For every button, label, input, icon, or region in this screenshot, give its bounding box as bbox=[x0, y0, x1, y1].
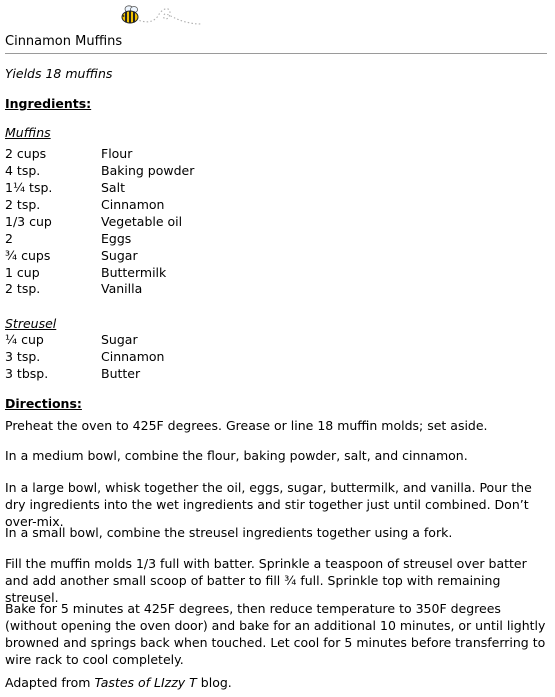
direction-step: In a large bowl, whisk together the oil, eggs, sugar, buttermilk, and vanilla. Pour the dry ingredients into the wet ingredients and stir together just until combined. Don’t over-mix. bbox=[5, 480, 532, 529]
ingredient-name: Baking powder bbox=[101, 163, 195, 178]
title-divider bbox=[5, 53, 547, 54]
ingredient-quantity: 2 tsp. bbox=[5, 197, 41, 212]
direction-step: In a small bowl, combine the streusel ingredients together using a fork. bbox=[5, 525, 453, 540]
ingredient-quantity: 3 tbsp. bbox=[5, 366, 49, 381]
direction-step: Fill the muffin molds 1/3 full with batter. Sprinkle a teaspoon of streusel over batter and add another small scoop of batter to fill ¾ full. Sprinkle top with remaining streusel. bbox=[5, 556, 527, 605]
ingredients-heading: Ingredients: bbox=[5, 96, 92, 111]
direction-step: Preheat the oven to 425F degrees. Grease or line 18 muffin molds; set aside. bbox=[5, 418, 488, 433]
ingredient-quantity: 3 tsp. bbox=[5, 349, 41, 364]
ingredient-quantity: 1 cup bbox=[5, 265, 40, 280]
streusel-subheading: Streusel bbox=[5, 316, 57, 331]
ingredient-name: Cinnamon bbox=[101, 197, 165, 212]
ingredient-name: Sugar bbox=[101, 332, 138, 347]
ingredient-quantity: 1/3 cup bbox=[5, 214, 52, 229]
ingredient-name: Butter bbox=[101, 366, 141, 381]
credit-source: Tastes of LIzzy T bbox=[94, 675, 197, 690]
recipe-yield: Yields 18 muffins bbox=[5, 66, 113, 81]
ingredient-name: Flour bbox=[101, 146, 133, 161]
bee-icon bbox=[118, 2, 204, 32]
ingredient-quantity: 2 tsp. bbox=[5, 281, 41, 296]
ingredient-quantity: 2 bbox=[5, 231, 13, 246]
muffins-subheading: Muffins bbox=[5, 125, 51, 140]
recipe-title: Cinnamon Muffins bbox=[5, 34, 123, 49]
ingredient-quantity: 2 cups bbox=[5, 146, 47, 161]
ingredient-name: Buttermilk bbox=[101, 265, 167, 280]
ingredient-quantity: 4 tsp. bbox=[5, 163, 41, 178]
direction-step: Bake for 5 minutes at 425F degrees, then reduce temperature to 350F degrees (without opening the oven door) and bake for an additional 10 minutes, or until lightly browned and springs back when touched. Let cool for 5 minutes before transferring to wire rack to cool completely. bbox=[5, 601, 546, 667]
direction-step: In a medium bowl, combine the flour, baking powder, salt, and cinnamon. bbox=[5, 448, 468, 463]
credit-suffix: blog. bbox=[196, 675, 232, 690]
ingredient-quantity: ¾ cups bbox=[5, 248, 51, 263]
ingredient-name: Sugar bbox=[101, 248, 138, 263]
ingredient-name: Cinnamon bbox=[101, 349, 165, 364]
ingredient-name: Salt bbox=[101, 180, 125, 195]
ingredient-name: Vegetable oil bbox=[101, 214, 183, 229]
directions-heading: Directions: bbox=[5, 396, 82, 411]
recipe-credit bbox=[5, 675, 232, 690]
ingredient-quantity: 1¼ tsp. bbox=[5, 180, 53, 195]
ingredient-quantity: ¼ cup bbox=[5, 332, 44, 347]
ingredient-name: Eggs bbox=[101, 231, 132, 246]
credit-prefix: Adapted from bbox=[5, 675, 95, 690]
ingredient-name: Vanilla bbox=[101, 281, 143, 296]
